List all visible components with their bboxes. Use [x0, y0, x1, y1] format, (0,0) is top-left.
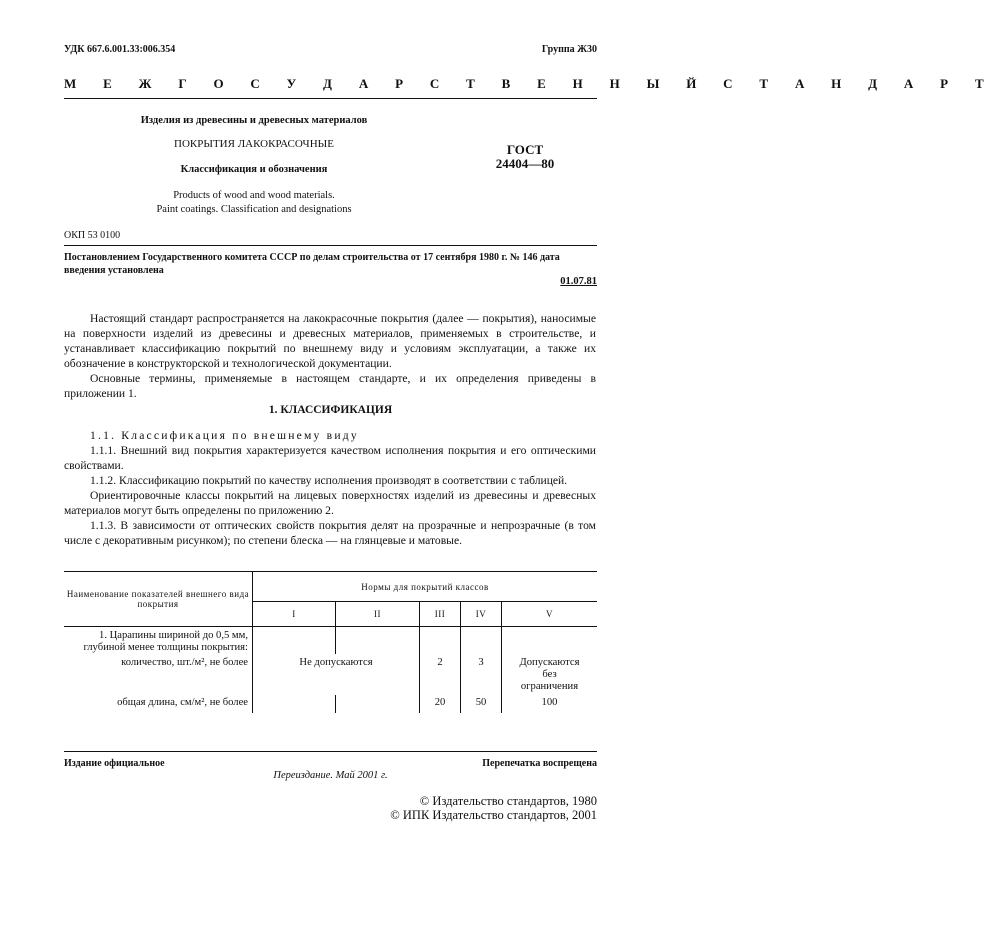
gost-label: ГОСТ [506, 142, 544, 157]
table-class-2: II [336, 602, 420, 627]
title-english-2: Paint coatings. Classification and designations [156, 204, 352, 215]
table-row-scratches: 1. Царапины шириной до 0,5 мм, глубиной менее толщины покрытия: [83, 630, 248, 653]
intro-date: 01.07.81 [560, 276, 597, 287]
copyright-2001: © ИПК Издательство стандартов, 2001 [390, 808, 597, 822]
title-line-3: Классификация и обозначения [180, 164, 328, 175]
reprint-prohibited: Перепечатка воспрещена [482, 758, 597, 769]
paragraph-1-1-3: 1.1.3. В зависимости от оптических свойств покрытия делят на прозрачные и непрозрачные (в том числе с декоративным рисунком); по степени блеска — на глянцевые и матовые. [64, 519, 596, 547]
table-header-indicator: Наименование показателей внешнего вида покрытия [64, 572, 253, 627]
table-length-class-4: 50 [461, 695, 502, 713]
table-header-norms: Нормы для покрытий классов [253, 572, 598, 602]
table-count-classes-1-2: Не допускаются [253, 654, 420, 695]
table-length-class-3: 20 [420, 695, 461, 713]
gost-number: 24404—80 [495, 156, 555, 171]
okp-rule [64, 245, 597, 246]
intro-paragraph-1: Настоящий стандарт распространяется на лакокрасочные покрытия (далее — покрытия), наносимые на поверхности изделий из древесины и древесных материалов, применяемых в строительстве, и устанавливает классификацию покрытий по внешнему виду и условиям эксплуатации, а также их обозначение в конструкторской и технологической документации. [64, 312, 596, 370]
udk-code: УДК 667.6.001.33:006.354 [64, 44, 176, 55]
table-class-1: I [253, 602, 336, 627]
group-code: Группа Ж30 [541, 44, 597, 55]
section-1-title: 1. КЛАССИФИКАЦИЯ [268, 404, 393, 416]
table-class-3: III [420, 602, 461, 627]
section-1-body [64, 428, 596, 548]
official-edition: Издание официальное [64, 758, 165, 769]
table-class-5: V [502, 602, 598, 627]
title-english-1: Products of wood and wood materials. [173, 190, 335, 201]
paragraph-1-1-2: 1.1.2. Классификацию покрытий по качеству исполнения производят в соответствии с таблицей. [90, 474, 568, 487]
copyright-1980: © Издательство стандартов, 1980 [419, 794, 597, 808]
footer-rule [64, 751, 597, 752]
intro-paragraph-2: Основные термины, применяемые в настоящем стандарте, и их определения приведены в приложении 1. [64, 372, 596, 400]
title-line-1: Изделия из древесины и древесных материалов [140, 115, 368, 126]
paragraph-1-1-2b: Ориентировочные классы покрытий на лицевых поверхностях изделий из древесины и древесных материалов могут быть определены по приложению 2. [64, 489, 596, 517]
paragraph-1-1-1: 1.1.1. Внешний вид покрытия характеризуется качеством исполнения покрытия и его оптическими свойствами. [64, 444, 596, 472]
decree-text: Постановлением Государственного комитета СССР по делам строительства от 17 сентября 1980 г. № 146 дата введения установлена [64, 252, 560, 276]
quality-table [64, 571, 597, 713]
table-count-class-3: 2 [420, 654, 461, 695]
title-line-2: ПОКРЫТИЯ ЛАКОКРАСОЧНЫЕ [174, 138, 334, 150]
header-rule [64, 98, 597, 99]
subsection-1-1-title: 1.1. Классификация по внешнему виду [90, 429, 359, 442]
table-count-class-4: 3 [461, 654, 502, 695]
reissue-note: Переиздание. Май 2001 г. [273, 770, 388, 781]
intro-text [64, 311, 596, 401]
okp-code: ОКП 53 0100 [64, 230, 121, 241]
standard-type: М Е Ж Г О С У Д А Р С Т В Е Н Н Ы Й С Т А Н Д А Р Т [64, 76, 995, 91]
table-length-class-5: 100 [502, 695, 598, 713]
table-count-class-5: Допускаются без ограничения [502, 654, 598, 695]
table-row-count: количество, шт./м², не более [121, 657, 248, 668]
table-row-length: общая длина, см/м², не более [117, 697, 248, 708]
table-class-4: IV [461, 602, 502, 627]
